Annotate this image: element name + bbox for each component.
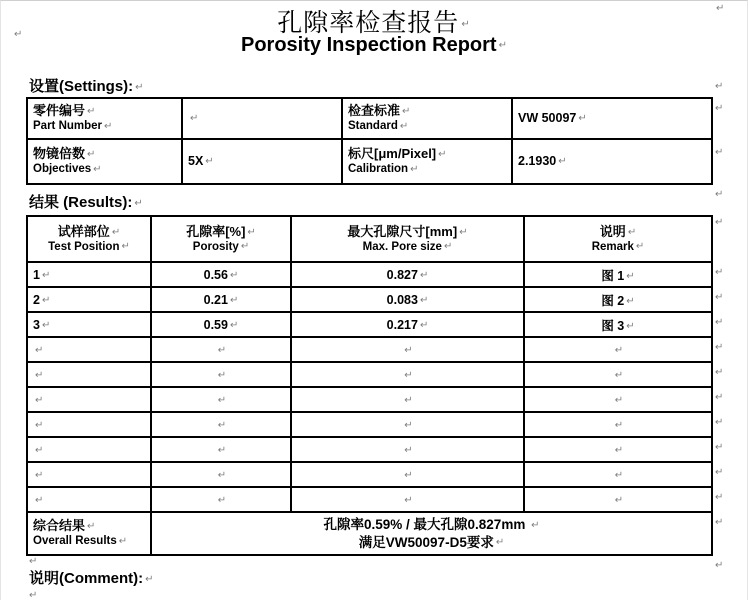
pilcrow-mark: ↵ xyxy=(438,149,447,161)
settings-row xyxy=(27,139,712,184)
pilcrow-mark: ↵ xyxy=(87,106,96,118)
comment-section-label xyxy=(29,567,154,588)
pilcrow-mark: ↵ xyxy=(404,419,413,431)
pilcrow-mark: ↵ xyxy=(614,469,624,481)
position-value: 3 xyxy=(33,317,40,332)
pilcrow-mark: ↵ xyxy=(111,226,121,238)
header-test-position xyxy=(27,216,151,262)
cell-remark xyxy=(524,337,712,362)
standard-label-cn: 检查标准 xyxy=(348,103,401,119)
results-empty-row xyxy=(27,437,712,462)
cell-remark xyxy=(524,287,712,312)
cell-pore-size xyxy=(291,262,524,287)
pilcrow-mark: ↵ xyxy=(404,469,413,481)
settings-section-label xyxy=(29,75,144,96)
pilcrow-mark: ↵ xyxy=(614,344,624,356)
cell-remark xyxy=(524,462,712,487)
results-empty-row xyxy=(27,337,712,362)
header-remark xyxy=(524,216,712,262)
cell-position xyxy=(27,412,151,437)
pilcrow-mark: ↵ xyxy=(614,494,624,506)
pilcrow-mark: ↵ xyxy=(14,29,23,40)
pilcrow-mark: ↵ xyxy=(626,320,635,332)
pilcrow-mark: ↵ xyxy=(715,267,724,278)
cell-porosity xyxy=(151,312,291,337)
pilcrow-mark: ↵ xyxy=(459,226,468,238)
cell-remark xyxy=(524,312,712,337)
position-value: 1 xyxy=(33,267,40,282)
pilcrow-mark: ↵ xyxy=(531,519,540,531)
calibration-value: 2.1930 xyxy=(518,154,557,169)
objectives-value: 5X xyxy=(188,154,204,169)
cell-porosity xyxy=(151,337,291,362)
cell-position xyxy=(27,462,151,487)
results-table xyxy=(26,215,713,556)
pilcrow-mark: ↵ xyxy=(419,294,429,306)
pilcrow-mark: ↵ xyxy=(404,444,413,456)
cell-pore-size xyxy=(291,437,524,462)
standard-label-en: Standard xyxy=(348,120,398,133)
pilcrow-mark: ↵ xyxy=(715,292,724,303)
pilcrow-mark: ↵ xyxy=(35,444,44,456)
pilcrow-mark: ↵ xyxy=(217,444,227,456)
cell-pore-size xyxy=(291,462,524,487)
cell-remark xyxy=(524,437,712,462)
cell-porosity xyxy=(151,437,291,462)
objectives-label-en: Objectives xyxy=(33,163,92,176)
pilcrow-mark: ↵ xyxy=(35,469,44,481)
cell-porosity xyxy=(151,287,291,312)
pilcrow-mark: ↵ xyxy=(715,517,724,528)
pilcrow-mark: ↵ xyxy=(715,467,724,478)
header-porosity xyxy=(151,216,291,262)
calibration-label-cell xyxy=(342,139,512,184)
cell-position xyxy=(27,287,151,312)
pilcrow-mark: ↵ xyxy=(614,369,624,381)
pilcrow-mark: ↵ xyxy=(578,113,587,125)
cell-pore-size xyxy=(291,287,524,312)
pilcrow-mark: ↵ xyxy=(404,344,413,356)
pore-size-value: 0.827 xyxy=(386,267,418,282)
pilcrow-mark: ↵ xyxy=(145,573,154,585)
cell-porosity xyxy=(151,262,291,287)
pilcrow-mark: ↵ xyxy=(404,369,413,381)
pilcrow-mark: ↵ xyxy=(715,342,724,353)
pilcrow-mark: ↵ xyxy=(498,40,507,52)
pilcrow-mark: ↵ xyxy=(614,444,624,456)
results-empty-row xyxy=(27,487,712,512)
pilcrow-mark: ↵ xyxy=(190,113,199,125)
results-data-row xyxy=(27,312,712,337)
cell-porosity xyxy=(151,387,291,412)
pilcrow-mark: ↵ xyxy=(495,537,505,549)
overall-results-label-cell xyxy=(27,512,151,555)
standard-label-cell xyxy=(342,98,512,139)
pilcrow-mark: ↵ xyxy=(118,535,128,547)
pilcrow-mark: ↵ xyxy=(715,392,724,403)
pilcrow-mark: ↵ xyxy=(229,269,239,281)
pilcrow-mark: ↵ xyxy=(217,469,227,481)
pilcrow-mark: ↵ xyxy=(399,120,409,132)
cell-porosity xyxy=(151,462,291,487)
pilcrow-mark: ↵ xyxy=(402,106,411,118)
results-section-label-text: 结果 (Results): xyxy=(29,194,133,211)
cell-porosity xyxy=(151,362,291,387)
pilcrow-mark: ↵ xyxy=(715,217,724,228)
pilcrow-mark: ↵ xyxy=(715,492,724,503)
pilcrow-mark: ↵ xyxy=(217,419,227,431)
pilcrow-mark: ↵ xyxy=(410,163,419,175)
pore-size-value: 0.083 xyxy=(386,292,418,307)
overall-results-row xyxy=(27,512,712,555)
cell-porosity xyxy=(151,487,291,512)
cell-position xyxy=(27,337,151,362)
pilcrow-mark: ↵ xyxy=(461,19,471,30)
cell-pore-size xyxy=(291,362,524,387)
overall-results-label-cn: 综合结果 xyxy=(33,518,86,534)
calibration-label-en: Calibration xyxy=(348,163,409,176)
header-max-pore-size-en: Max. Pore size xyxy=(362,240,442,253)
header-test-position-cn: 试样部位 xyxy=(57,223,110,239)
pilcrow-mark: ↵ xyxy=(93,163,102,175)
standard-value: VW 50097 xyxy=(518,111,577,126)
pilcrow-mark: ↵ xyxy=(87,149,96,161)
pilcrow-mark: ↵ xyxy=(35,419,44,431)
cell-pore-size xyxy=(291,487,524,512)
pilcrow-mark: ↵ xyxy=(229,294,239,306)
pilcrow-mark: ↵ xyxy=(635,241,645,253)
report-title-en xyxy=(1,34,747,57)
pilcrow-mark: ↵ xyxy=(558,156,567,168)
standard-value-cell xyxy=(512,98,712,139)
pilcrow-mark: ↵ xyxy=(715,81,724,92)
objectives-label-cell xyxy=(27,139,182,184)
pilcrow-mark: ↵ xyxy=(443,241,453,253)
cell-position xyxy=(27,387,151,412)
overall-results-line1: 孔隙率0.59% / 最大孔隙0.827mm xyxy=(323,516,526,532)
pilcrow-mark: ↵ xyxy=(715,442,724,453)
cell-position xyxy=(27,437,151,462)
cell-position xyxy=(27,362,151,387)
report-title-en-text: Porosity Inspection Report xyxy=(241,34,497,56)
porosity-value: 0.21 xyxy=(203,292,228,307)
pilcrow-mark: ↵ xyxy=(715,560,724,571)
pilcrow-mark: ↵ xyxy=(229,319,239,331)
pilcrow-mark: ↵ xyxy=(247,226,256,238)
pilcrow-mark: ↵ xyxy=(41,319,51,331)
part-number-label-en: Part Number xyxy=(33,120,103,133)
pilcrow-mark: ↵ xyxy=(87,521,96,533)
results-data-row xyxy=(27,287,712,312)
comment-section-label-text: 说明(Comment): xyxy=(29,570,144,587)
header-porosity-en: Porosity xyxy=(192,240,239,253)
overall-results-value-cell xyxy=(151,512,712,555)
results-data-row xyxy=(27,262,712,287)
porosity-value: 0.56 xyxy=(203,267,228,282)
header-remark-en: Remark xyxy=(591,240,634,253)
pilcrow-mark: ↵ xyxy=(135,81,144,93)
pilcrow-mark: ↵ xyxy=(715,417,724,428)
cell-remark xyxy=(524,412,712,437)
pilcrow-mark: ↵ xyxy=(715,147,724,158)
cell-position xyxy=(27,262,151,287)
pilcrow-mark: ↵ xyxy=(404,494,413,506)
cell-pore-size xyxy=(291,387,524,412)
pilcrow-mark: ↵ xyxy=(626,270,635,282)
cell-position xyxy=(27,312,151,337)
header-porosity-cn: 孔隙率[%] xyxy=(186,223,246,239)
pilcrow-mark: ↵ xyxy=(217,369,227,381)
cell-pore-size xyxy=(291,312,524,337)
pilcrow-mark: ↵ xyxy=(716,3,725,14)
pilcrow-mark: ↵ xyxy=(627,226,637,238)
header-max-pore-size-cn: 最大孔隙尺寸[mm] xyxy=(347,223,458,239)
report-title-cn-text: 孔隙率检查报告 xyxy=(277,8,460,37)
objectives-value-cell xyxy=(182,139,342,184)
pilcrow-mark: ↵ xyxy=(419,269,429,281)
pilcrow-mark: ↵ xyxy=(29,556,38,567)
cell-pore-size xyxy=(291,337,524,362)
overall-results-label-en: Overall Results xyxy=(33,535,117,548)
settings-table xyxy=(26,97,713,185)
pilcrow-mark: ↵ xyxy=(29,590,38,601)
pilcrow-mark: ↵ xyxy=(626,295,635,307)
pilcrow-mark: ↵ xyxy=(715,367,724,378)
pilcrow-mark: ↵ xyxy=(614,419,624,431)
pilcrow-mark: ↵ xyxy=(35,344,44,356)
settings-section-label-text: 设置(Settings): xyxy=(29,78,134,95)
pilcrow-mark: ↵ xyxy=(217,494,227,506)
objectives-label-cn: 物镜倍数 xyxy=(33,146,86,162)
pilcrow-mark: ↵ xyxy=(41,269,51,281)
cell-remark xyxy=(524,362,712,387)
settings-row xyxy=(27,98,712,139)
pilcrow-mark: ↵ xyxy=(35,494,44,506)
cell-position xyxy=(27,487,151,512)
pilcrow-mark: ↵ xyxy=(217,344,227,356)
pilcrow-mark: ↵ xyxy=(715,189,724,200)
remark-value: 图 2 xyxy=(601,293,625,308)
calibration-value-cell xyxy=(512,139,712,184)
results-empty-row xyxy=(27,412,712,437)
results-empty-row xyxy=(27,362,712,387)
part-number-label-cn: 零件编号 xyxy=(33,103,86,119)
pilcrow-mark: ↵ xyxy=(35,394,44,406)
pore-size-value: 0.217 xyxy=(386,317,418,332)
cell-remark xyxy=(524,262,712,287)
cell-remark xyxy=(524,487,712,512)
pilcrow-mark: ↵ xyxy=(35,369,44,381)
results-header-row xyxy=(27,216,712,262)
remark-value: 图 1 xyxy=(601,268,625,283)
results-empty-row xyxy=(27,462,712,487)
pilcrow-mark: ↵ xyxy=(104,120,113,132)
pilcrow-mark: ↵ xyxy=(715,103,724,114)
part-number-label-cell xyxy=(27,98,182,139)
results-empty-row xyxy=(27,387,712,412)
pilcrow-mark: ↵ xyxy=(419,319,429,331)
pilcrow-mark: ↵ xyxy=(134,197,143,209)
part-number-value-cell xyxy=(182,98,342,139)
position-value: 2 xyxy=(33,292,40,307)
porosity-value: 0.59 xyxy=(203,317,228,332)
cell-pore-size xyxy=(291,412,524,437)
pilcrow-mark: ↵ xyxy=(240,241,250,253)
cell-remark xyxy=(524,387,712,412)
pilcrow-mark: ↵ xyxy=(41,294,51,306)
cell-porosity xyxy=(151,412,291,437)
overall-results-line2: 满足VW50097-D5要求 xyxy=(358,534,494,550)
pilcrow-mark: ↵ xyxy=(404,394,413,406)
results-section-label xyxy=(29,191,143,212)
header-remark-cn: 说明 xyxy=(599,223,626,239)
pilcrow-mark: ↵ xyxy=(217,394,227,406)
header-test-position-en: Test Position xyxy=(48,240,120,253)
pilcrow-mark: ↵ xyxy=(121,241,130,253)
calibration-label-cn: 标尺[μm/Pixel] xyxy=(348,146,437,162)
pilcrow-mark: ↵ xyxy=(205,156,214,168)
header-max-pore-size xyxy=(291,216,524,262)
pilcrow-mark: ↵ xyxy=(715,317,724,328)
remark-value: 图 3 xyxy=(601,318,625,333)
pilcrow-mark: ↵ xyxy=(614,394,624,406)
